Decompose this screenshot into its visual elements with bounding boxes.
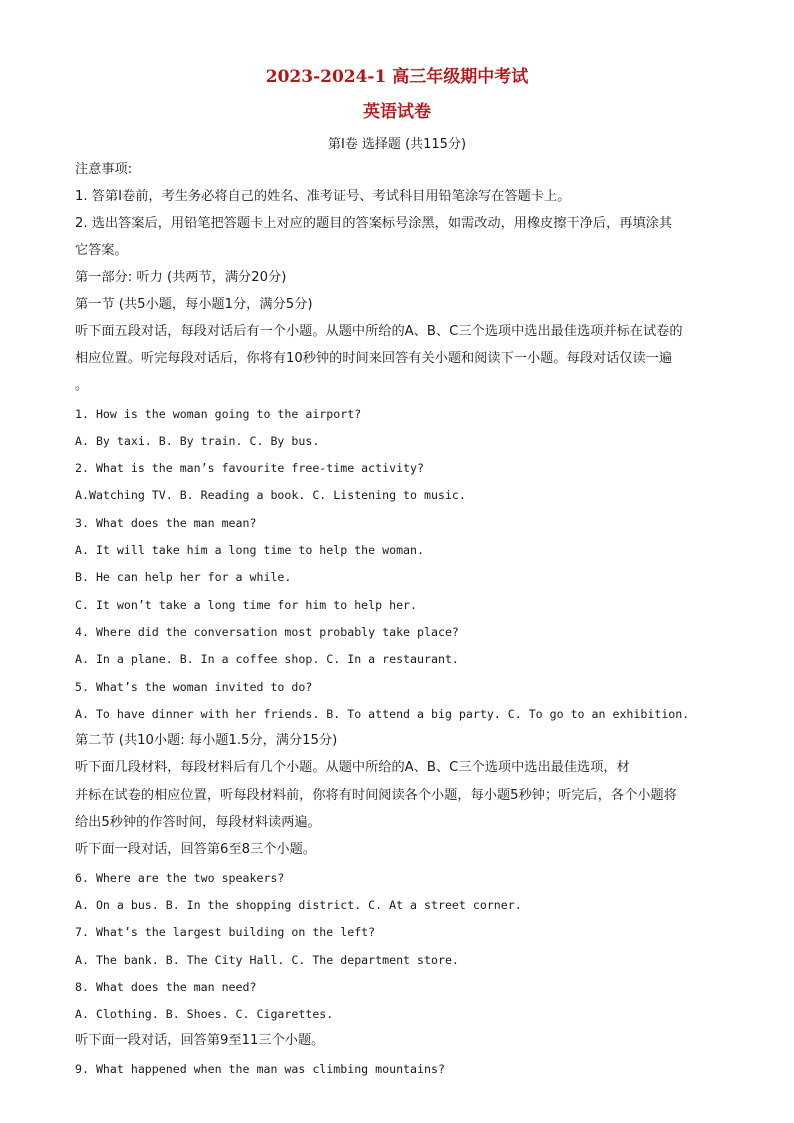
question-8-options: A. Clothing. B. Shoes. C. Cigarettes. (75, 1007, 334, 1021)
question-3-option-b: B. He can help her for a while. (75, 570, 292, 584)
section1-instruction-line2: 相应位置。听完每段对话后，你将有10秒钟的时间来回答有关小题和阅读下一小题。每段对话仅读一遍 (75, 351, 673, 366)
question-7: 7. What’s the largest building on the left? (75, 925, 376, 939)
question-6: 6. Where are the two speakers? (75, 871, 285, 885)
question-4-options: A. In a plane. B. In a coffee shop. C. In a restaurant. (75, 652, 459, 666)
exam-title: 2023-2024-1 高三年级期中考试 (265, 67, 529, 87)
question-6-options: A. On a bus. B. In the shopping district. C. At a street corner. (75, 898, 522, 912)
question-1: 1. How is the woman going to the airport? (75, 407, 362, 421)
section-label: 第Ⅰ卷 选择题 (共115分) (327, 137, 467, 152)
question-3-option-c: C. It won’t take a long time for him to help her. (75, 598, 418, 612)
question-7-options: A. The bank. B. The City Hall. C. The department store. (75, 953, 459, 967)
section1-instruction-line1: 听下面五段对话，每段对话后有一个小题。从题中所给的A、B、C三个选项中选出最佳选项并标在试卷的 (75, 324, 683, 339)
section2-instruction-line1: 听下面几段材料，每段材料后有几个小题。从题中所给的A、B、C三个选项中选出最佳选项，材 (75, 760, 630, 775)
question-3-option-a: A. It will take him a long time to help the woman. (75, 543, 425, 557)
exam-subject: 英语试卷 (363, 102, 431, 122)
question-5-options: A. To have dinner with her friends. B. To attend a big party. C. To go to an exhibition. (75, 707, 690, 721)
question-3: 3. What does the man mean? (75, 516, 257, 530)
section2-instruction-line2: 并标在试卷的相应位置，听每段材料前，你将有时间阅读各个小题，每小题5秒钟；听完后，各个小题将 (75, 788, 677, 803)
question-9: 9. What happened when the man was climbing mountains? (75, 1062, 445, 1076)
section1-heading: 第一节 (共5小题，每小题1分，满分5分) (75, 297, 313, 312)
section2-heading: 第二节 (共10小题: 每小题1.5分，满分15分) (75, 733, 338, 748)
group-2-instruction: 听下面一段对话，回答第9至11三个小题。 (75, 1033, 325, 1048)
question-2: 2. What is the man’s favourite free-time activity? (75, 461, 425, 475)
note-2-line1: 2. 选出答案后，用铅笔把答题卡上对应的题目的答案标号涂黑，如需改动，用橡皮擦干净后，再填涂其 (75, 216, 673, 231)
section1-instruction-line3: 。 (75, 378, 89, 393)
question-1-options: A. By taxi. B. By train. C. By bus. (75, 434, 320, 448)
group-1-instruction: 听下面一段对话，回答第6至8三个小题。 (75, 842, 316, 857)
section2-instruction-line3: 给出5秒钟的作答时间，每段材料读两遍。 (75, 815, 321, 830)
note-1: 1. 答第Ⅰ卷前，考生务必将自己的姓名、准考证号、考试科目用铅笔涂写在答题卡上。 (75, 189, 571, 204)
question-2-options: A.Watching TV. B. Reading a book. C. Listening to music. (75, 488, 466, 502)
question-8: 8. What does the man need? (75, 980, 257, 994)
question-4: 4. Where did the conversation most probably take place? (75, 625, 459, 639)
question-5: 5. What’s the woman invited to do? (75, 680, 313, 694)
notes-heading: 注意事项: (75, 162, 133, 177)
part1-heading: 第一部分: 听力 (共两节，满分20分) (75, 270, 287, 285)
note-2-line2: 它答案。 (75, 243, 128, 258)
